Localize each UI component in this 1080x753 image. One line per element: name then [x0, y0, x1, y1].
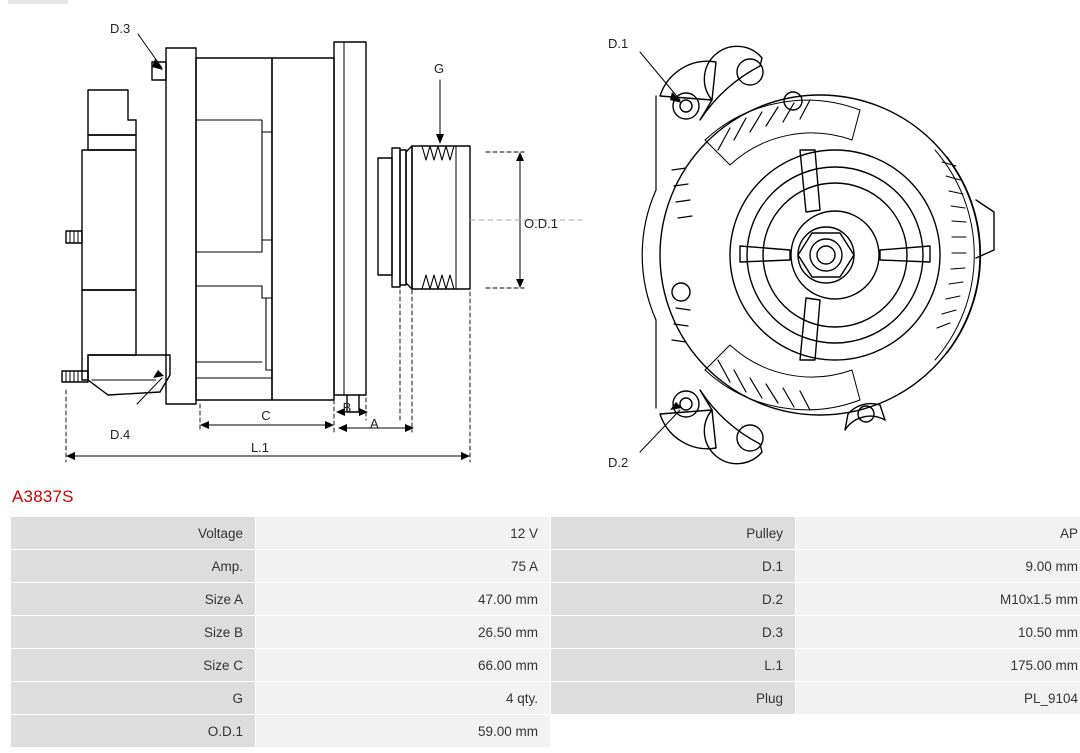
table-row — [11, 517, 1080, 550]
table-row — [11, 649, 1080, 682]
spec-label: Size A — [11, 583, 256, 616]
fan-spacer — [378, 158, 392, 275]
small-hole-lower — [672, 283, 690, 301]
label-g: G — [434, 61, 445, 76]
spec-label: Voltage — [11, 517, 256, 550]
vent-zone-upper — [705, 100, 860, 165]
spec-label: L.1 — [551, 649, 796, 682]
spec-value: 75 A — [256, 550, 551, 583]
label-od1: O.D.1 — [524, 216, 558, 231]
spoke-top — [800, 150, 820, 212]
spec-label: Size B — [11, 616, 256, 649]
rear-cap-upper — [88, 90, 136, 135]
table-row — [11, 583, 1080, 616]
spec-value: 175.00 mm — [796, 649, 1080, 682]
nut-outer — [798, 227, 854, 283]
spec-value: 47.00 mm — [256, 583, 551, 616]
label-l1: L.1 — [250, 440, 270, 455]
pulley-hub — [400, 150, 406, 285]
regulator-housing — [82, 150, 136, 290]
front-bracket — [334, 42, 366, 395]
pulley-flange-left — [406, 146, 412, 289]
spec-label: Size C — [11, 649, 256, 682]
table-row — [11, 715, 1080, 748]
spec-value: AP — [796, 517, 1080, 550]
label-d3: D.3 — [110, 21, 131, 36]
rear-cap-band — [88, 135, 136, 150]
table-row — [11, 682, 1080, 715]
specifications-table — [10, 516, 1080, 748]
spec-value: M10x1.5 mm — [796, 583, 1080, 616]
spec-value: 4 qty. — [256, 682, 551, 715]
label-b: B — [342, 400, 352, 415]
rear-lower-housing — [82, 290, 136, 380]
spec-label: D.2 — [551, 583, 796, 616]
part-number: A3837S — [12, 487, 74, 506]
spec-label: Pulley — [551, 517, 796, 550]
spoke-bottom — [800, 298, 820, 360]
label-d2: D.2 — [608, 455, 629, 470]
spec-value: 26.50 mm — [256, 616, 551, 649]
spec-value: 12 V — [256, 517, 551, 550]
lower-ear-body — [700, 390, 762, 464]
label-c: C — [261, 408, 271, 423]
spec-value: 9.00 mm — [796, 550, 1080, 583]
bearing-collar — [392, 148, 400, 287]
spec-label: O.D.1 — [11, 715, 256, 748]
spec-label: D.3 — [551, 616, 796, 649]
stator-housing-right — [272, 58, 334, 400]
upper-ear-body — [700, 46, 762, 120]
spec-label: G — [11, 682, 256, 715]
spec-empty-cell — [551, 715, 796, 748]
spec-empty-cell — [796, 715, 1080, 748]
spec-label: Amp. — [11, 550, 256, 583]
spec-value: 59.00 mm — [256, 715, 551, 748]
lower-tab — [845, 404, 885, 430]
spec-value: 66.00 mm — [256, 649, 551, 682]
stator-housing-left — [196, 58, 272, 400]
label-d4: D.4 — [110, 427, 131, 442]
table-row — [11, 550, 1080, 583]
pulley-body — [412, 146, 470, 289]
spec-label: Plug — [551, 682, 796, 715]
label-d1: D.1 — [608, 36, 629, 51]
spec-value: PL_9104 — [796, 682, 1080, 715]
vent-zone-lower — [705, 345, 860, 410]
table-row — [11, 616, 1080, 649]
label-a: A — [370, 416, 379, 431]
rear-bracket — [166, 48, 196, 404]
spec-value: 10.50 mm — [796, 616, 1080, 649]
spec-label: D.1 — [551, 550, 796, 583]
